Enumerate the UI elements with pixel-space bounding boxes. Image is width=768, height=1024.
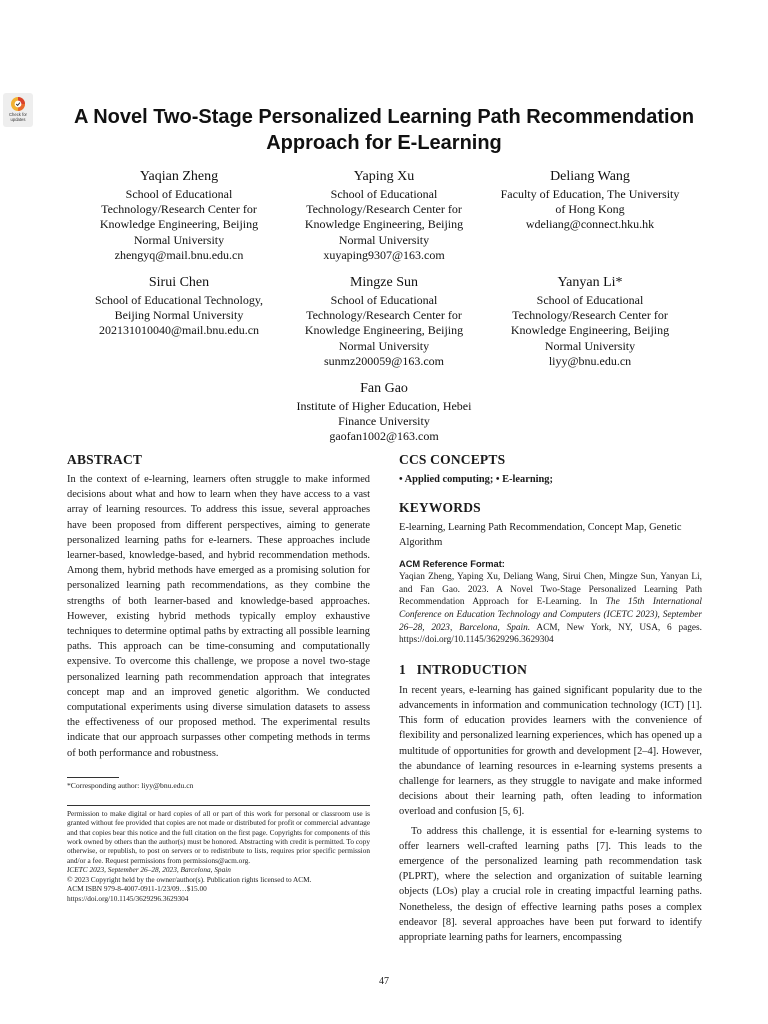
- reference-authors: Yaqian Zheng, Yaping Xu, Deliang Wang, Sirui Chen, Mingze Sun, Yanyan Li, and Fan Gao. 2023. A Novel Two-Stage Personalized Learning Path Recommendation Approach for E-Learning. In: [399, 572, 702, 608]
- right-column: [399, 451, 702, 945]
- author-affiliation: Institute of Higher Education, Hebei: [296, 399, 472, 413]
- author-affiliation: School of Educational: [536, 293, 644, 307]
- abstract-heading: ABSTRACT: [67, 452, 143, 467]
- author-affiliation: Knowledge Engineering, Beijing: [99, 217, 259, 232]
- doi-link[interactable]: https://doi.org/10.1145/3629296.3629304: [67, 893, 189, 903]
- author-email[interactable]: xuyaping9307@163.com: [323, 247, 445, 262]
- keywords-text: E-learning, Learning Path Recommendation, Concept Map, Genetic Algorithm: [399, 522, 682, 548]
- left-column: [67, 451, 370, 903]
- corresponding-author-footnote: *Corresponding author: liyy@bnu.edu.cn: [67, 780, 194, 790]
- author-block: [79, 274, 279, 339]
- introduction-heading: 1 INTRODUCTION: [399, 661, 528, 677]
- intro-paragraph-1: In recent years, e-learning has gained significant popularity due to the advancements in information and communication technology (ICT) [1]. This form of education provides learners with the convenience of flexibility and personalized learning experiences, which has opened up a multitude of opportunities for growth and development [2–4]. However, the abundance of learning resources in e-learning systems presents a challenge for learners, as they struggle to navigate and make informed decisions about their learning path, often leading to information overload and confusion [5, 6].: [399, 684, 702, 818]
- author-block: [490, 274, 690, 369]
- author-affiliation: School of Educational: [330, 187, 438, 201]
- author-affiliation: School of Educational: [125, 187, 233, 201]
- author-affiliation: Normal University: [338, 338, 430, 353]
- author-email[interactable]: wdeliang@connect.hku.hk: [525, 217, 655, 232]
- author-affiliation: Faculty of Education, The University: [500, 187, 680, 201]
- author-block: [284, 380, 484, 445]
- copyright-notice: © 2023 Copyright held by the owner/author(s). Publication rights licensed to ACM.: [67, 874, 312, 884]
- author-block: [79, 168, 279, 263]
- check-for-updates-icon: [10, 96, 26, 112]
- title-line-1: A Novel Two-Stage Personalized Learning Path Recommendation: [73, 106, 695, 128]
- ccs-text: • Applied computing; • E-learning;: [399, 474, 553, 485]
- author-affiliation: Knowledge Engineering, Beijing: [304, 323, 464, 338]
- intro-paragraph-2: To address this challenge, it is essential for e-learning systems to offer learners well-crafted learning paths [7]. This leads to the emergence of the personalized learning path recommendation task (PLPRT), where the selection and organization of suitable learning objects (LOs) play a crucial role in creating impactful learning paths. Nonetheless, the design of effective learning paths poses a complex endeavor [8]. several approaches have been put forward to identify appropriate learning paths for learners, encompassing: [399, 825, 702, 943]
- author-affiliation: Technology/Research Center for: [306, 308, 462, 323]
- author-affiliation: Technology/Research Center for: [306, 202, 462, 217]
- author-affiliation: School of Educational Technology,: [94, 293, 264, 307]
- reference-venue: The 15th International Conference on Education Technology and Computers (ICETC 2023), September 26–28, 2023, Barcelona, Spain.: [399, 597, 702, 633]
- author-name: Mingze Sun: [349, 275, 419, 290]
- author-affiliation: Knowledge Engineering, Beijing: [510, 323, 670, 338]
- author-affiliation: Normal University: [544, 338, 636, 353]
- ccs-heading: CCS CONCEPTS: [399, 452, 506, 467]
- author-affiliation: of Hong Kong: [555, 202, 625, 217]
- author-affiliation: Technology/Research Center for: [512, 308, 668, 323]
- paper-title: [40, 104, 728, 156]
- author-name: Sirui Chen: [148, 275, 210, 290]
- author-block: [284, 274, 484, 369]
- author-email[interactable]: zhengyq@mail.bnu.edu.cn: [114, 247, 244, 262]
- author-email[interactable]: 202131010040@mail.bnu.edu.cn: [98, 323, 260, 338]
- author-affiliation: School of Educational: [330, 293, 438, 307]
- permission-divider: [67, 805, 370, 806]
- title-line-2: Approach for E-Learning: [266, 132, 502, 154]
- badge-label-1: Check for: [9, 112, 27, 117]
- author-affiliation: Finance University: [338, 414, 430, 429]
- author-email[interactable]: sunmz200059@163.com: [323, 353, 445, 368]
- author-name: Yanyan Li*: [557, 275, 623, 290]
- author-block: [490, 168, 690, 233]
- author-name: Deliang Wang: [550, 169, 630, 184]
- footnote-divider: [67, 777, 119, 778]
- conference-info: ICETC 2023, September 26–28, 2023, Barcelona, Spain: [67, 865, 231, 875]
- author-affiliation: Normal University: [133, 232, 225, 247]
- author-affiliation: Normal University: [338, 232, 430, 247]
- author-affiliation: Beijing Normal University: [114, 308, 244, 323]
- author-affiliation: Technology/Research Center for: [101, 202, 257, 217]
- keywords-heading: KEYWORDS: [399, 500, 481, 515]
- permission-notice: Permission to make digital or hard copies of all or part of this work for personal or classroom use is granted without fee provided that copies are not made or distributed for profit or commercial advantage and that copies bear this notice and the full citation on the first page. Copyrights for components of this work owned by others than the author(s) must be honored. Abstracting with credit is permitted. To copy otherwise, or republish, to post on servers or to redistribute to lists, requires prior specific permission and/or a fee. Request permissions from permissions@acm.org.: [67, 808, 370, 865]
- author-affiliation: Knowledge Engineering, Beijing: [304, 217, 464, 232]
- reference-text: [399, 571, 702, 647]
- author-block: [284, 168, 484, 263]
- abstract-text: In the context of e-learning, learners often struggle to make informed decisions about what and how to learn when they have access to a vast array of learning resources. To address this issue, several approaches have been proposed from different perspectives, aiming to generate personalized learning paths for e-learners. These approaches include learner-based, knowledge-based, and hybrid recommendation methods. Among them, hybrid methods have emerged as a promising solution for personalized learning path recommendations, as they combine the strengths of both learner-based and knowledge-based approaches. However, existing hybrid methods typically employ exhaustive techniques to determine optimal paths by extracting all possible learning paths. This approach can be time-consuming and computationally expensive. To overcome this challenge, we propose a novel two-stage personalized learning path recommendation approach that integrates concept map and an improved genetic algorithm. We conducted computational experiments using diverse simulation datasets to assess the effectiveness of our proposed method. The experimental results indicate that our approach surpasses other competing methods in terms of both performance and robustness.: [67, 474, 370, 759]
- author-email[interactable]: liyy@bnu.edu.cn: [548, 353, 632, 368]
- author-name: Yaqian Zheng: [139, 169, 219, 184]
- badge-label-2: updates: [10, 116, 26, 122]
- reference-heading: ACM Reference Format:: [399, 559, 505, 570]
- isbn: ACM ISBN 979-8-4007-0911-1/23/09…$15.00: [67, 884, 207, 894]
- page-number: 47: [379, 976, 389, 987]
- check-for-updates-badge[interactable]: [3, 93, 33, 127]
- reference-publisher: ACM, New York, NY, USA, 6 pages. https://doi.org/10.1145/3629296.3629304: [399, 622, 702, 646]
- author-name: Yaping Xu: [353, 169, 415, 184]
- author-email[interactable]: gaofan1002@163.com: [329, 429, 439, 444]
- author-name: Fan Gao: [360, 381, 408, 396]
